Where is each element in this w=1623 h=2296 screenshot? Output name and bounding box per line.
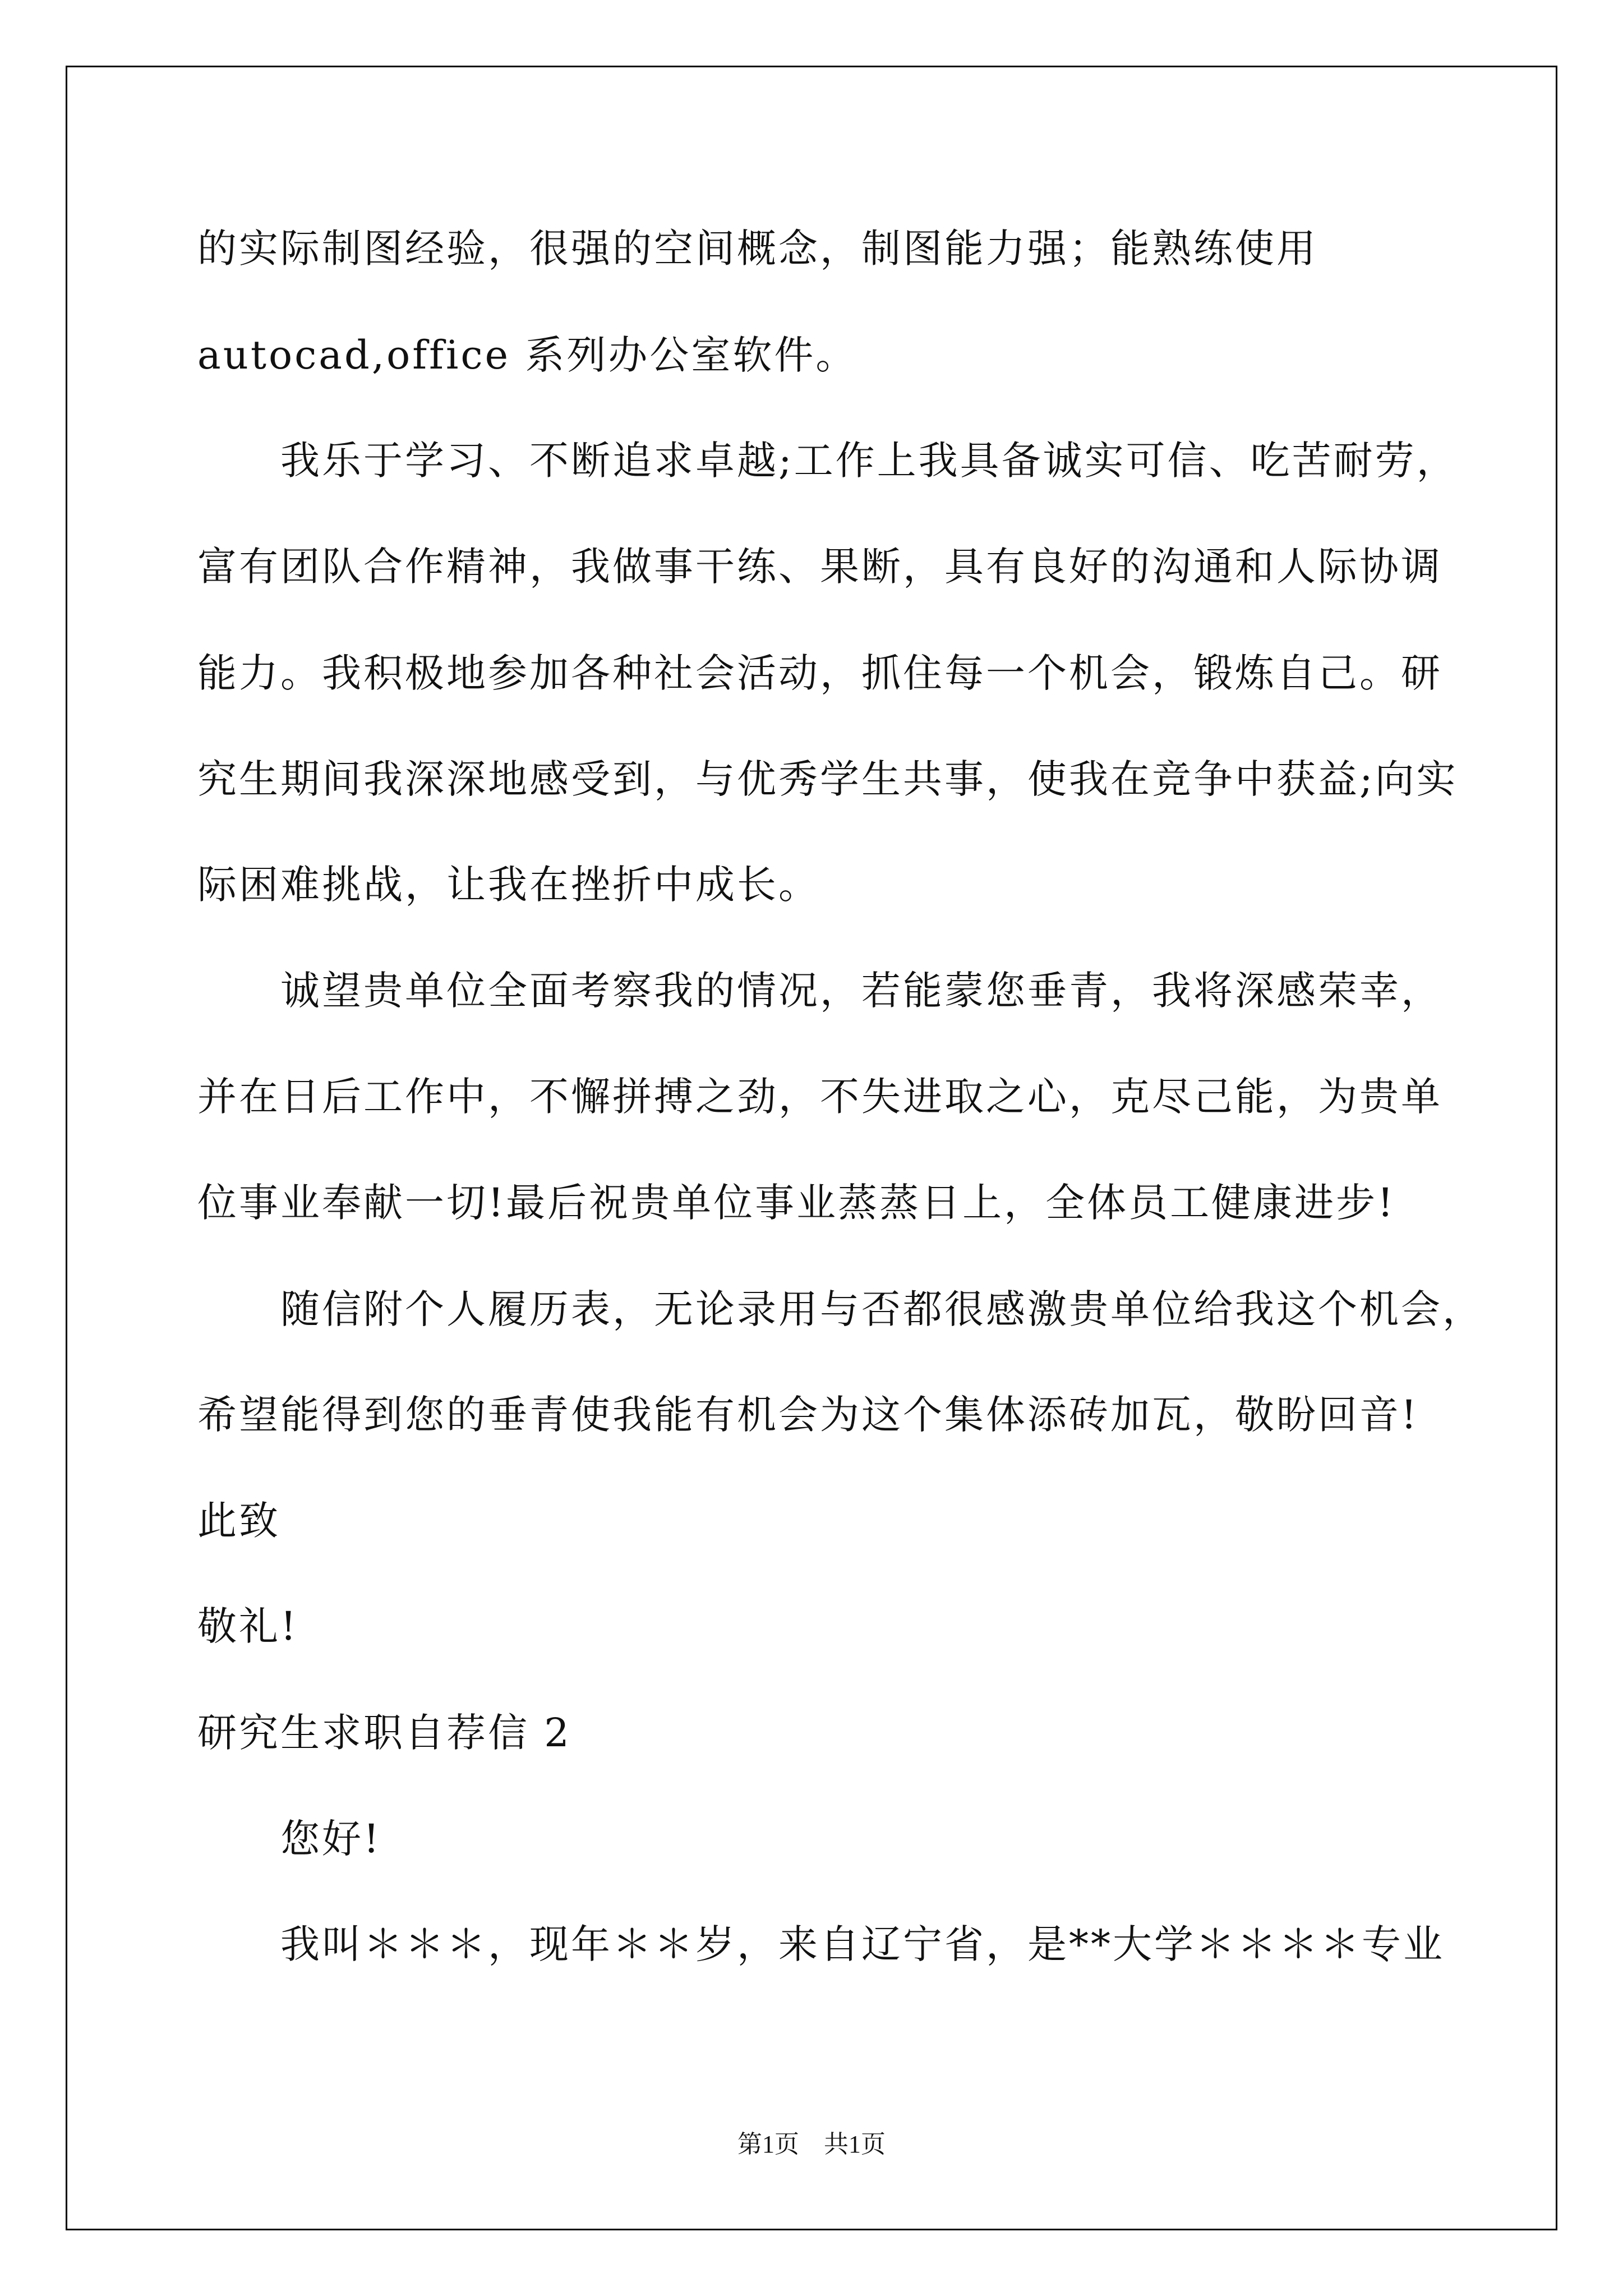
text-line: 随信附个人履历表，无论录用与否都很感激贵单位给我这个机会， [280, 1286, 1484, 1332]
text-line: 究生期间我深深地感受到，与优秀学生共事，使我在竞争中获益;向实 [197, 756, 1458, 802]
closing-regards: 敬礼! [197, 1603, 299, 1649]
text-line: autocad,office 系列办公室软件。 [197, 332, 857, 378]
greeting: 您好! [280, 1816, 382, 1862]
text-line: 能力。我积极地参加各种社会活动，抓住每一个机会，锻炼自己。研 [197, 650, 1442, 696]
text-line: 我乐于学习、不断追求卓越;工作上我具备诚实可信、吃苦耐劳， [280, 438, 1458, 484]
text-line: 位事业奉献一切!最后祝贵单位事业蒸蒸日上，全体员工健康进步! [197, 1180, 1396, 1226]
section-title: 研究生求职自荐信 2 [197, 1710, 571, 1756]
text-line: 的实际制图经验，很强的空间概念，制图能力强；能熟练使用 [197, 226, 1318, 272]
text-line: 际困难挑战，让我在挫折中成长。 [197, 862, 820, 908]
text-line: 富有团队合作精神，我做事干练、果断，具有良好的沟通和人际协调 [197, 544, 1442, 590]
page-number: 第1页 共1页 [737, 2131, 886, 2158]
text-line: 我叫＊＊＊，现年＊＊岁，来自辽宁省，是**大学＊＊＊＊专业 [280, 1921, 1445, 1967]
text-line: 诚望贵单位全面考察我的情况，若能蒙您垂青，我将深感荣幸， [280, 968, 1442, 1014]
text-line: 希望能得到您的垂青使我能有机会为这个集体添砖加瓦，敬盼回音! [197, 1392, 1419, 1438]
page-border [66, 66, 1557, 2230]
closing-salutation: 此致 [197, 1498, 280, 1544]
text-line: 并在日后工作中，不懈拼搏之劲，不失进取之心，克尽己能，为贵单 [197, 1074, 1442, 1120]
